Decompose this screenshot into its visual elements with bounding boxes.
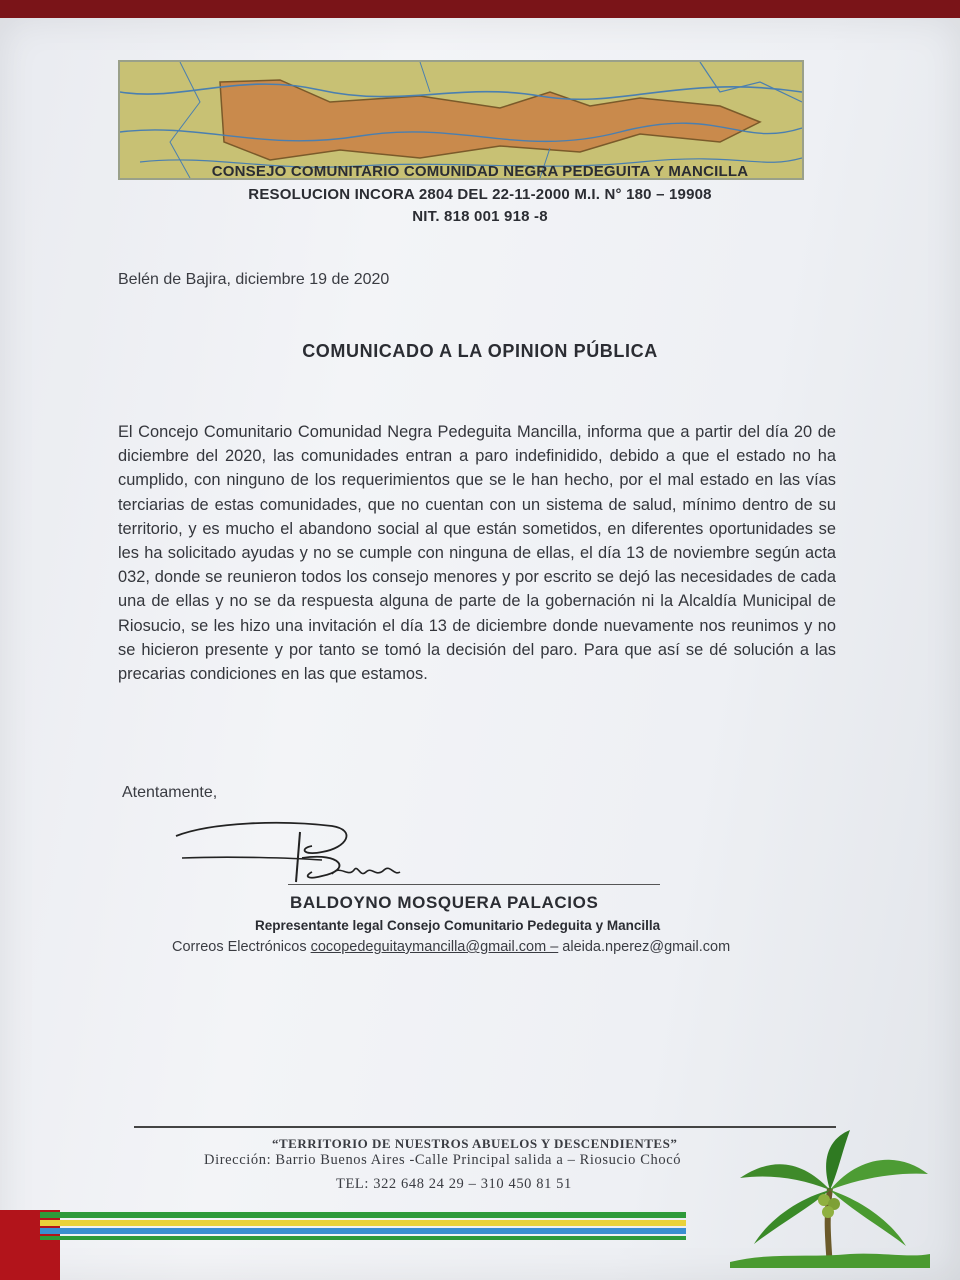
closing-salutation: Atentamente, [122,784,218,801]
letter-date: Belén de Bajira, diciembre 19 de 2020 [118,271,390,288]
letter-title: COMUNICADO A LA OPINION PÚBLICA [302,341,658,361]
map-illustration [120,62,802,178]
footer-telephone: TEL: 322 648 24 29 – 310 450 81 51 [336,1176,572,1192]
letter-body: El Concejo Comunitario Comunidad Negra Pedeguita Mancilla, informa que a partir del día 20 de diciembre del 2020, las comunidades entran a paro indefinidido, debido a que el estado no ha cumplido, con ninguno de los requerimientos que se le han hecho, por el mal estado en las vías terciarias de estas comunidades, que no cuentan con un sistema de salud, mínimo dentro de su territorio, y es mucho el abandono social al que están sometidos, en diferentes oportunidades se les ha solicitado ayudas y no se cumple con ninguna de ellas, el día 13 de noviembre según acta 032, donde se reunieron todos los consejo menores y por escrito se dejó las necesidades de cada una de ellas y no se da respuesta alguna de parte de la gobernación ni la Alcaldía Municipal de Riosucio, se les hizo una invitación el día 13 de diciembre donde nuevamente nos reunimos y no se hicieron presente y por tanto se tomó la decisión del paro. Para que así se dé solución a las precarias condiciones en las que estamos. [118,423,836,684]
stripe-yellow [40,1220,686,1226]
email-link-aleida[interactable]: aleida.nperez@gmail.com [562,939,731,955]
stripe-blue [40,1228,686,1234]
footer-color-stripes [40,1212,686,1246]
palm-tree-icon [730,1128,930,1268]
footer-address: Dirección: Barrio Buenos Aires -Calle Principal salida a – Riosucio Chocó [204,1152,682,1168]
contact-emails [172,939,730,955]
emails-label: Correos Electrónicos [172,939,307,955]
signature-line [288,884,660,885]
handwritten-signature [172,818,422,890]
email-link-cocopedeguita[interactable]: cocopedeguitaymancilla@gmail.com – [310,939,559,955]
stripe-green [40,1212,686,1218]
footer-motto: “TERRITORIO DE NUESTROS ABUELOS Y DESCENDIENTES” [272,1136,678,1151]
territory-map-banner [118,60,804,180]
stripe-green-thin [40,1236,686,1240]
signer-role: Representante legal Consejo Comunitario Pedeguita y Mancilla [255,918,661,933]
letterhead-resolution: RESOLUCION INCORA 2804 DEL 22-11-2000 M.I. N° 180 – 19908 [248,186,712,203]
signer-name: BALDOYNO MOSQUERA PALACIOS [290,893,599,912]
letterhead-council-name: CONSEJO COMUNITARIO COMUNIDAD NEGRA PEDEGUITA Y MANCILLA [211,163,749,180]
letterhead-nit: NIT. 818 001 918 -8 [412,208,548,225]
